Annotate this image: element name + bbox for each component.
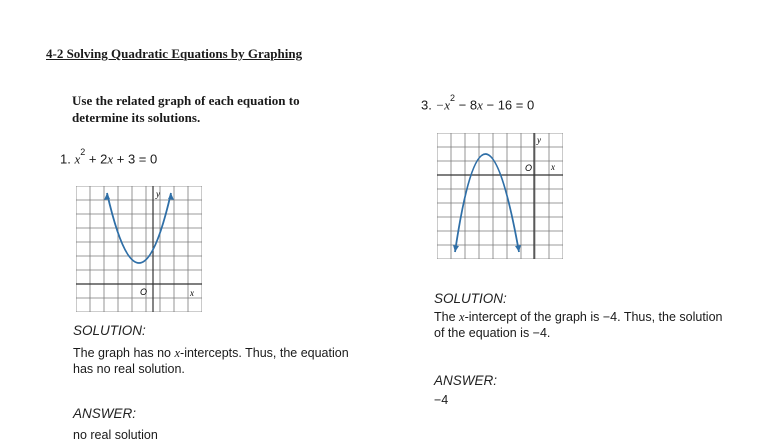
problem-3-solution-line-1: [434, 310, 723, 325]
problem-3-solution-line-2: of the equation is −4.: [434, 326, 551, 340]
problem-3-origin-label: O: [525, 163, 533, 173]
problem-1-number: 1.: [60, 151, 71, 167]
problem-1-solution-line-1: [73, 346, 349, 361]
problem-1-eq-x2: x: [107, 151, 114, 167]
problem-1-arrow-left-icon: [104, 193, 110, 200]
problem-3-solution-heading: SOLUTION:: [434, 291, 507, 306]
problem-3-graph: [437, 133, 563, 259]
problem-3-eq-exponent: 2: [450, 93, 456, 103]
problem-1-solution-var: x: [174, 346, 181, 360]
instructions-line-2: determine its solutions.: [72, 110, 201, 125]
problem-1-eq-b: + 2: [88, 151, 108, 167]
problem-3-grid: [437, 133, 563, 259]
problem-1-equation: [60, 147, 158, 167]
problem-1-graph: [76, 186, 202, 312]
problem-1-eq-x: x: [74, 151, 81, 167]
problem-1-arrow-right-icon: [168, 193, 174, 200]
problem-3-y-label: y: [537, 135, 541, 145]
problem-1-answer-heading: ANSWER:: [73, 406, 137, 421]
problem-3-eq-x2: x: [477, 97, 483, 113]
problem-1-answer: no real solution: [73, 428, 158, 442]
problem-3-x-label: x: [551, 162, 555, 172]
problem-3-answer: −4: [434, 393, 449, 407]
problem-1-solution-text-a: The graph has no: [73, 346, 175, 360]
problem-1-origin-label: O: [140, 287, 148, 297]
problem-1-eq-d: + 3 = 0: [116, 151, 158, 167]
problem-3-eq-x: −x: [435, 97, 451, 113]
problem-1-solution-text-b: -intercepts. Thus, the equation: [180, 346, 349, 360]
problem-3-equation: [421, 93, 535, 113]
problem-3-solution-text-a: The: [434, 310, 460, 324]
problem-1-solution-heading: SOLUTION:: [73, 323, 146, 338]
page-title: 4-2 Solving Quadratic Equations by Graphing: [46, 46, 303, 61]
problem-1-y-label: y: [156, 189, 160, 199]
problem-3-number: 3.: [421, 97, 432, 113]
problem-3-eq-d: − 16 = 0: [486, 97, 535, 113]
problem-1-solution-line-2: has no real solution.: [73, 362, 185, 376]
instructions-line-1: Use the related graph of each equation to: [72, 93, 300, 108]
problem-1-x-label: x: [190, 288, 194, 298]
problem-3-answer-heading: ANSWER:: [434, 373, 498, 388]
problem-1-grid: [76, 186, 202, 312]
problem-3-solution-var: x: [459, 310, 465, 324]
problem-3-eq-b: − 8: [458, 97, 478, 113]
problem-1-eq-exponent: 2: [80, 147, 86, 157]
problem-3-solution-text-b: -intercept of the graph is −4. Thus, the solution: [464, 310, 723, 324]
